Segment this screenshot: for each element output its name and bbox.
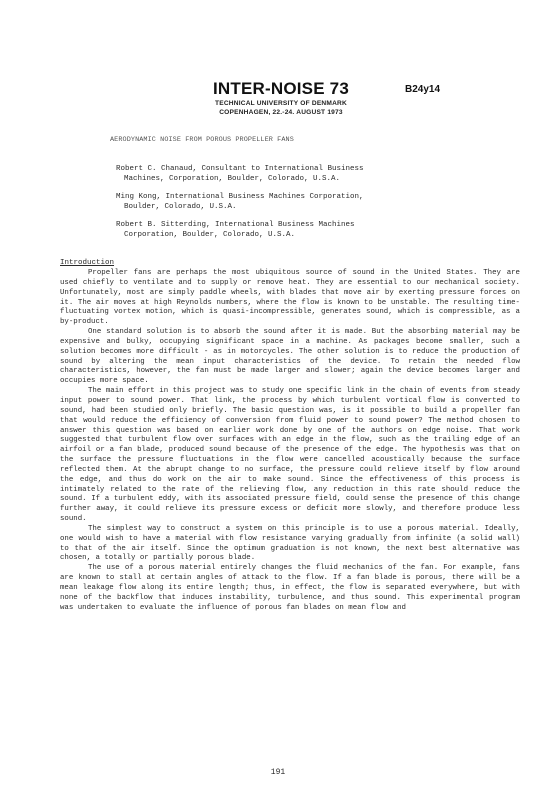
section-heading: Introduction	[60, 259, 115, 267]
conference-institution: TECHNICAL UNIVERSITY OF DENMARK	[215, 100, 347, 107]
paragraph: The simplest way to construct a system on this principle is to use a porous material. Ideally, one would wish to have a material with flow resistance varying gradually from infinite (a solid wall) to that of the air itself. Since the optimum graduation is not known, the next best alternative was chosen, a totally or partially porous blade.	[60, 524, 520, 563]
conference-title: INTER-NOISE 73	[213, 79, 349, 98]
author-entry	[116, 164, 456, 184]
conference-location-dates: COPENHAGEN, 22.-24. AUGUST 1973	[219, 109, 343, 116]
author-affiliation: Corporation, Boulder, Colorado, U.S.A.	[124, 231, 296, 239]
author-name-affiliation: Ming Kong, International Business Machines Corporation,	[116, 193, 364, 201]
author-name-affiliation: Robert B. Sitterding, International Business Machines	[116, 221, 355, 229]
paper-title: AERODYNAMIC NOISE FROM POROUS PROPELLER FANS	[110, 136, 294, 144]
body-text	[60, 251, 520, 614]
author-entry	[116, 192, 456, 212]
paragraph: One standard solution is to absorb the sound after it is made. But the absorbing material may be expensive and bulky, occupying significant space in a machine. As packages become smaller, such a solution becomes more difficult - as in motorcycles. The other solution is to reduce the production of sound by altering the mean input characteristics of the device. To retain the needed flow characteristics, however, the fan must be made larger and slower; again the device becomes larger and occupies more space.	[60, 328, 520, 386]
paragraph: The use of a porous material entirely changes the fluid mechanics of the fan. For example, fans are known to stall at certain angles of attack to the flow. If a fan blade is porous, there will be a mean leakage flow along its entire length; thus, in effect, the flow is separated everywhere, but with none of the backflow that induces instability, turbulence, and thus sound. This experimental program was undertaken to evaluate the influence of porous fan blades on mean flow and	[60, 564, 520, 612]
author-name-affiliation: Robert C. Chanaud, Consultant to International Business	[116, 165, 364, 173]
author-affiliation: Boulder, Colorado, U.S.A.	[124, 203, 237, 211]
page-number: 191	[270, 768, 286, 777]
author-affiliation: Machines, Corporation, Boulder, Colorado, U.S.A.	[124, 175, 341, 183]
paper-code: B24y14	[405, 84, 441, 95]
paragraph: Propeller fans are perhaps the most ubiquitous source of sound in the United States. They are used chiefly to ventilate and to supply or remove heat. They are essential to our mechanical society. Unfortunately, most are simply paddle wheels, with blades that move air by exerting pressure forces on it. The air moves at high Reynolds numbers, where the flow is known to be unstable. The resulting time-fluctuating vortex motion, which is quasi-incompressible, generates sound, which is compressible, as a by-product.	[60, 269, 520, 327]
paragraph: The main effort in this project was to study one specific link in the chain of events from steady input power to sound power. That link, the process by which turbulent vortical flow is converted to sound, had been studied only briefly. The basic question was, is it possible to build a propeller fan that would reduce the efficiency of conversion from fluid power to sound power? The method chosen to answer this question was based on earlier work done by one of the authors on edge noise. That work suggested that turbulent flow over surfaces with an edge in the flow, such as the trailing edge of an airfoil or a fan blade, produced sound because of the presence of the edge. The hypothesis was that on the surface the pressure fluctuations in the flow were cancelled acoustically because the surface reflected them. At the abrupt change to no surface, the pressure could relieve itself by flow around the edge, and thus do work on the air to make sound. Since the effectiveness of this process is intimately related to the rate of the relieving flow, any reduction in this rate should reduce the sound. If a turbulent eddy, with its associated pressure field, could sense the presence of this change further away, it could relieve its pressure excess or deficit more slowly, and therefore produce less sound.	[60, 387, 520, 524]
author-entry	[116, 220, 456, 240]
author-list	[116, 164, 456, 248]
